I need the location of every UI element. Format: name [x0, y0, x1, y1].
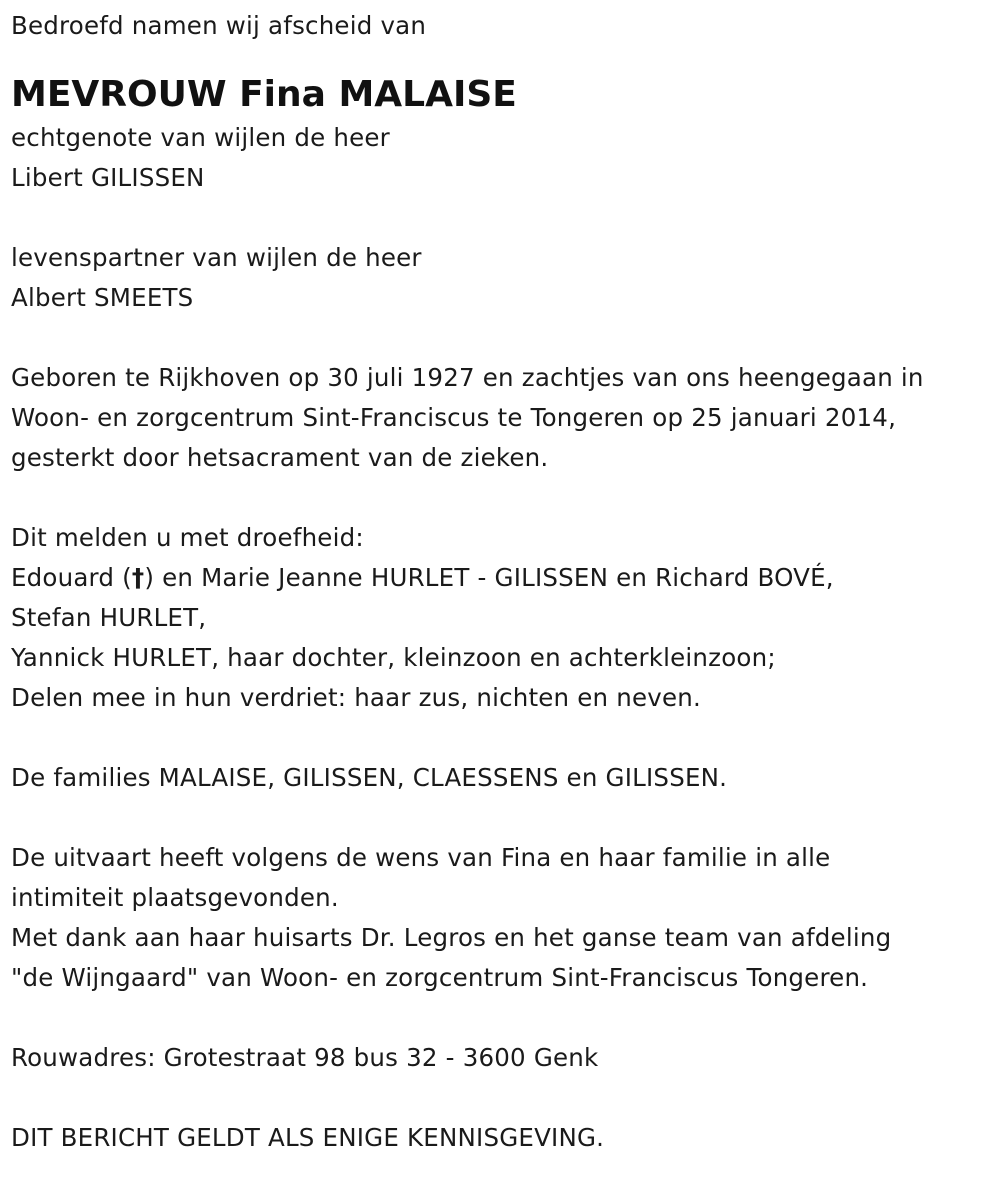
spacer — [11, 198, 991, 238]
mourners-line — [11, 558, 991, 598]
funeral-line: "de Wijngaard" van Woon- en zorgcentrum Sint-Franciscus Tongeren. — [11, 963, 869, 992]
mourners-text: Edouard ( — [11, 563, 132, 592]
partner-relation: levenspartner van wijlen de heer — [11, 243, 422, 272]
mourners-line: Yannick HURLET, haar dochter, kleinzoon en achterkleinzoon; — [11, 643, 776, 672]
spacer — [11, 798, 991, 838]
birth-death-line: Woon- en zorgcentrum Sint-Franciscus te Tongeren op 25 januari 2014, — [11, 403, 897, 432]
birth-death-line: Geboren te Rijkhoven op 30 juli 1927 en zachtjes van ons heengegaan in — [11, 363, 924, 392]
cross-icon: † — [131, 563, 145, 592]
spacer — [11, 478, 991, 518]
mourning-address: Rouwadres: Grotestraat 98 bus 32 - 3600 Genk — [11, 1043, 599, 1072]
funeral-line: intimiteit plaatsgevonden. — [11, 883, 339, 912]
funeral-line: Met dank aan haar huisarts Dr. Legros en het ganse team van afdeling — [11, 923, 892, 952]
spouse-name: Libert GILISSEN — [11, 163, 205, 192]
mourners-heading: Dit melden u met droefheid: — [11, 523, 364, 552]
spacer — [11, 718, 991, 758]
mourners-text: ) en Marie Jeanne HURLET - GILISSEN en Richard BOVÉ, — [144, 563, 834, 592]
intro-text: Bedroefd namen wij afscheid van — [11, 11, 427, 40]
spacer — [11, 318, 991, 358]
funeral-line: De uitvaart heeft volgens de wens van Fina en haar familie in alle — [11, 843, 831, 872]
mourners-line: Delen mee in hun verdriet: haar zus, nichten en neven. — [11, 683, 701, 712]
spacer — [11, 998, 991, 1038]
partner-name: Albert SMEETS — [11, 283, 194, 312]
birth-death-line: gesterkt door hetsacrament van de zieken. — [11, 443, 549, 472]
spouse-relation: echtgenote van wijlen de heer — [11, 123, 390, 152]
families-text: De families MALAISE, GILISSEN, CLAESSENS en GILISSEN. — [11, 763, 728, 792]
obituary-document — [11, 6, 991, 1158]
notice-text: DIT BERICHT GELDT ALS ENIGE KENNISGEVING. — [11, 1123, 605, 1152]
deceased-name: MEVROUW Fina MALAISE — [11, 74, 517, 115]
spacer — [11, 1078, 991, 1118]
mourners-line: Stefan HURLET, — [11, 603, 207, 632]
